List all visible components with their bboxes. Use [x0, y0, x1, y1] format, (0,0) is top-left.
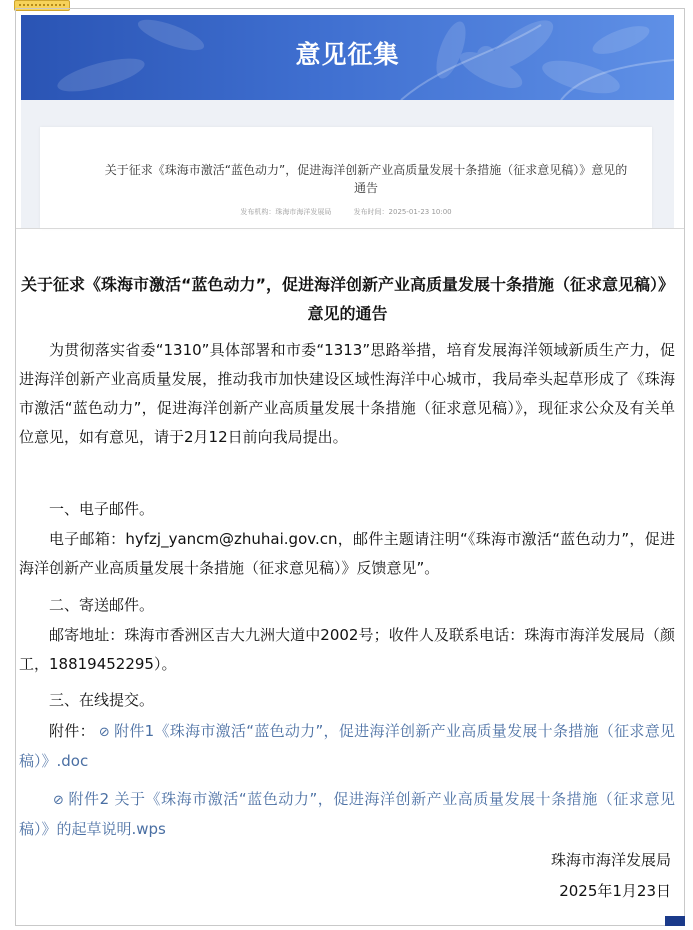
- attachment-1-link[interactable]: 附件1《珠海市激活“蓝色动力”，促进海洋创新产业高质量发展十条措施（征求意见稿）》.doc: [19, 722, 675, 770]
- banner-title: 意见征集: [295, 40, 400, 69]
- section3-heading: 三、在线提交。: [49, 691, 155, 709]
- publisher: 发布机构：珠海市海洋发展局: [240, 208, 332, 216]
- attachment-2-link[interactable]: 附件2 关于《珠海市激活“蓝色动力”，促进海洋创新产业高质量发展十条措施（征求意见稿）》的起草说明.wps: [19, 790, 675, 838]
- section2-body: 邮寄地址：珠海市香洲区吉大九洲大道中2002号；收件人及联系电话：珠海市海洋发展局（颜工，18819452295）。: [19, 626, 675, 673]
- section1-body: 电子邮箱：hyfzj_yancm@zhuhai.gov.cn，邮件主题请注明“《珠海市激活“蓝色动力”，促进海洋创新产业高质量发展十条措施（征求意见稿）》反馈意见”。: [19, 530, 675, 577]
- date: 2025年1月23日: [559, 882, 671, 900]
- section1-heading: 一、电子邮件。: [49, 500, 155, 518]
- attachment-row-2: [19, 785, 675, 844]
- corner-mark-decoration: [665, 916, 685, 926]
- attachment-row-1: [19, 717, 675, 776]
- banner: [21, 15, 674, 100]
- notice-card-meta: [40, 207, 652, 217]
- notice-card-title[interactable]: 关于征求《珠海市激活“蓝色动力”，促进海洋创新产业高质量发展十条措施（征求意见稿）》意见的通告: [104, 163, 628, 195]
- notice-card: [40, 127, 652, 228]
- intro-paragraph: 为贯彻落实省委“1310”具体部署和市委“1313”思路举措，培育发展海洋领域新质生产力，促进海洋创新产业高质量发展，推动我市加快建设区域性海洋中心城市，我局牵头起草形成了《珠海市激活“蓝色动力”，促进海洋创新产业高质量发展十条措施（征求意见稿）》，现征求公众及有关单位意见，如有意见，请于2月12日前向我局提出。: [19, 341, 675, 446]
- divider: [16, 228, 684, 229]
- signature: 珠海市海洋发展局: [550, 851, 671, 869]
- document-title: 关于征求《珠海市激活“蓝色动力”，促进海洋创新产业高质量发展十条措施（征求意见稿）》意见的通告: [20, 275, 675, 323]
- publish-time: 发布时间：2025-01-23 10:00: [353, 208, 452, 216]
- section2-heading: 二、寄送邮件。: [49, 596, 155, 614]
- attachments-label: 附件：: [49, 722, 95, 740]
- link-icon: ⊘: [53, 793, 64, 808]
- link-icon: ⊘: [98, 725, 110, 740]
